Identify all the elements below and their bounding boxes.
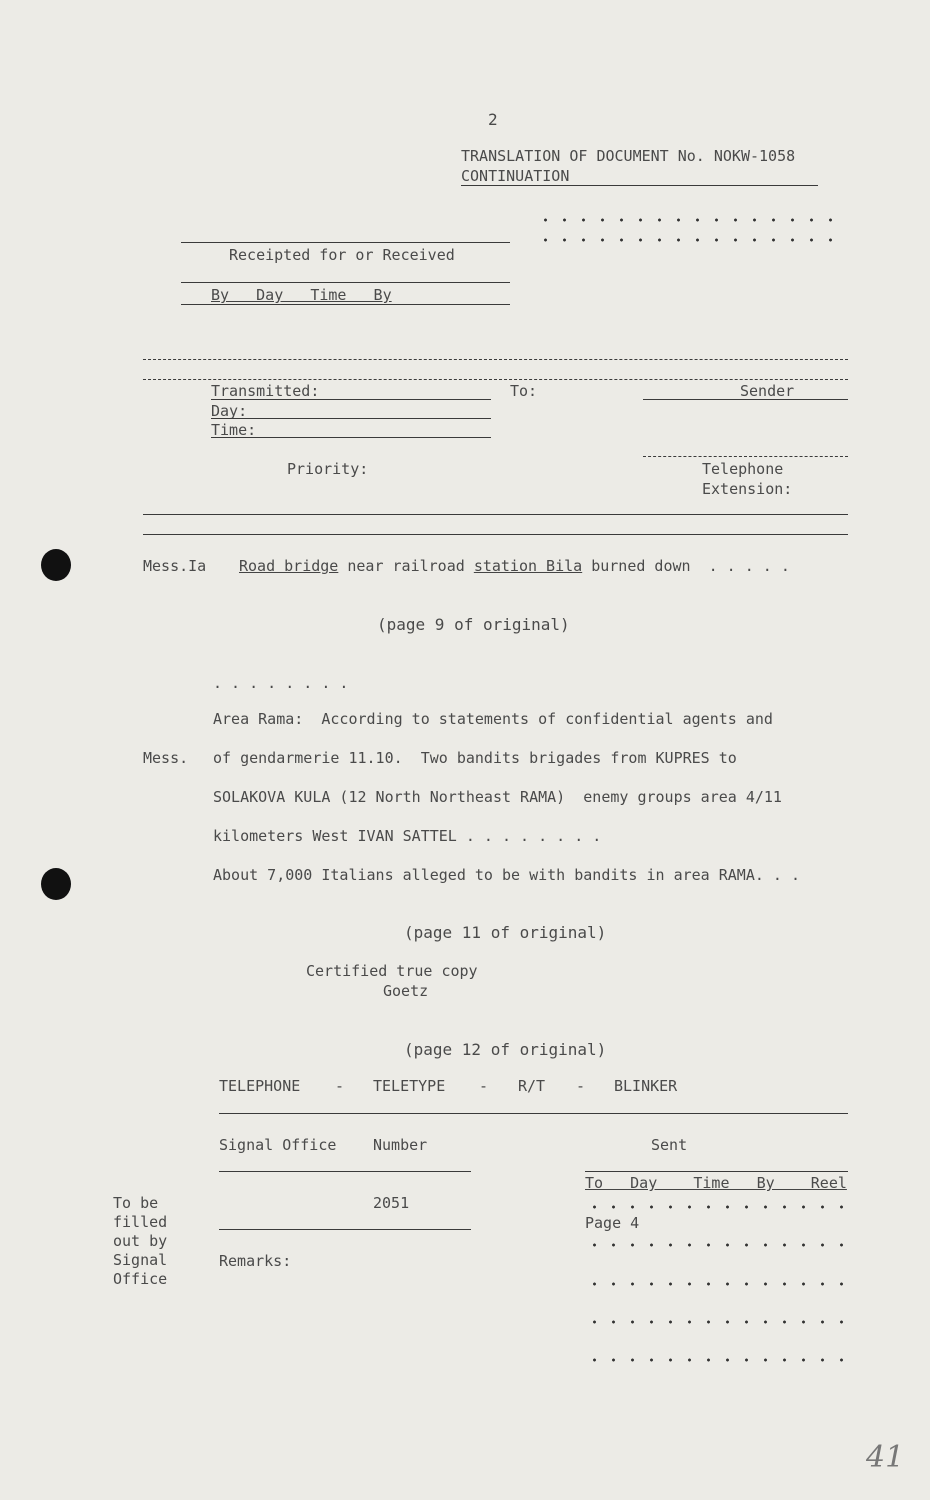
handwritten-folio-number: 41 — [866, 1440, 905, 1475]
dotted-line — [585, 1320, 848, 1324]
receipt-mid-rule — [181, 282, 510, 283]
dotted-line — [536, 238, 838, 242]
receipt-fields: By Day Time By — [211, 286, 392, 304]
page-number: 2 — [488, 110, 498, 129]
receipt-top-rule — [181, 242, 510, 243]
mode-telephone: TELEPHONE — [219, 1077, 301, 1095]
ellipsis-dots: . . . . . . . . — [213, 674, 349, 692]
receipt-bottom-rule — [181, 304, 510, 305]
page-11-note: (page 11 of original) — [404, 923, 607, 942]
telephone-label: Telephone — [702, 460, 784, 478]
message-line-1 — [239, 557, 790, 575]
dotted-line — [585, 1358, 848, 1362]
paragraph-line-2: of gendarmerie 11.10. Two bandits brigades from KUPRES to — [213, 749, 737, 767]
road-bridge-text: Road bridge — [239, 557, 339, 575]
number-label: Number — [373, 1136, 428, 1154]
dotted-line — [536, 218, 838, 222]
remarks-label: Remarks: — [219, 1252, 292, 1270]
transmitted-rule — [211, 399, 491, 400]
to-be-filled-2: filled — [113, 1213, 168, 1231]
priority-label: Priority: — [287, 460, 369, 478]
mode-separator: - — [576, 1077, 586, 1095]
sent-rule — [585, 1171, 848, 1172]
separator-dashed — [143, 379, 848, 380]
dotted-line — [585, 1205, 848, 1209]
dotted-line — [585, 1243, 848, 1247]
mode-teletype: TELETYPE — [373, 1077, 446, 1095]
mode-separator: - — [479, 1077, 489, 1095]
day-label: Day: — [211, 402, 248, 420]
punch-hole-bottom — [41, 868, 71, 900]
separator-rule — [143, 514, 848, 515]
paragraph-line-5: About 7,000 Italians alleged to be with bandits in area RAMA. . . — [213, 866, 800, 884]
to-be-filled-1: To be — [113, 1194, 159, 1212]
telephone-rule — [643, 456, 848, 457]
signal-rule — [219, 1171, 471, 1172]
burned-down-text: burned down . . . . . — [582, 557, 790, 575]
paragraph-line-4: kilometers West IVAN SATTEL . . . . . . . . — [213, 827, 602, 845]
page-label: Page 4 — [585, 1214, 640, 1232]
time-label: Time: — [211, 421, 257, 439]
page-12-note: (page 12 of original) — [404, 1040, 607, 1059]
transmitted-label: Transmitted: — [211, 382, 320, 400]
sent-label: Sent — [651, 1136, 688, 1154]
sender-label: Sender — [740, 382, 795, 400]
number-rule — [219, 1229, 471, 1230]
sender-rule — [643, 399, 848, 400]
to-be-filled-3: out by — [113, 1232, 168, 1250]
railroad-text: near railroad — [338, 557, 474, 575]
mode-separator: - — [335, 1077, 345, 1095]
certified-text: Certified true copy — [306, 962, 478, 980]
page-9-note: (page 9 of original) — [377, 615, 570, 634]
mess-label: Mess. — [143, 749, 189, 767]
dotted-line — [585, 1282, 848, 1286]
paragraph-line-3: SOLAKOVA KULA (12 North Northeast RAMA) enemy groups area 4/11 — [213, 788, 782, 806]
header-rule — [461, 185, 818, 186]
to-label: To: — [510, 382, 538, 400]
to-be-filled-5: Office — [113, 1270, 168, 1288]
document-subtitle: CONTINUATION — [461, 167, 570, 185]
paragraph-line-1: Area Rama: According to statements of confidential agents and — [213, 710, 773, 728]
time-rule — [211, 437, 491, 438]
day-rule — [211, 418, 491, 419]
document-title: TRANSLATION OF DOCUMENT No. NOKW-1058 — [461, 147, 796, 165]
extension-label: Extension: — [702, 480, 793, 498]
mess-ia-label: Mess.Ia — [143, 557, 207, 575]
signer-name: Goetz — [383, 982, 429, 1000]
mode-rt: R/T — [518, 1077, 546, 1095]
sent-columns: To Day Time By Reel — [585, 1174, 847, 1192]
to-be-filled-4: Signal — [113, 1251, 168, 1269]
punch-hole-top — [41, 549, 71, 581]
station-bila-text: station Bila — [473, 557, 583, 575]
mode-blinker: BLINKER — [614, 1077, 678, 1095]
signal-office-label: Signal Office — [219, 1136, 337, 1154]
modes-rule — [219, 1113, 848, 1114]
signal-number: 2051 — [373, 1194, 410, 1212]
separator-rule — [143, 534, 848, 535]
separator-dashed — [143, 359, 848, 360]
receipt-label: Receipted for or Received — [229, 246, 455, 264]
